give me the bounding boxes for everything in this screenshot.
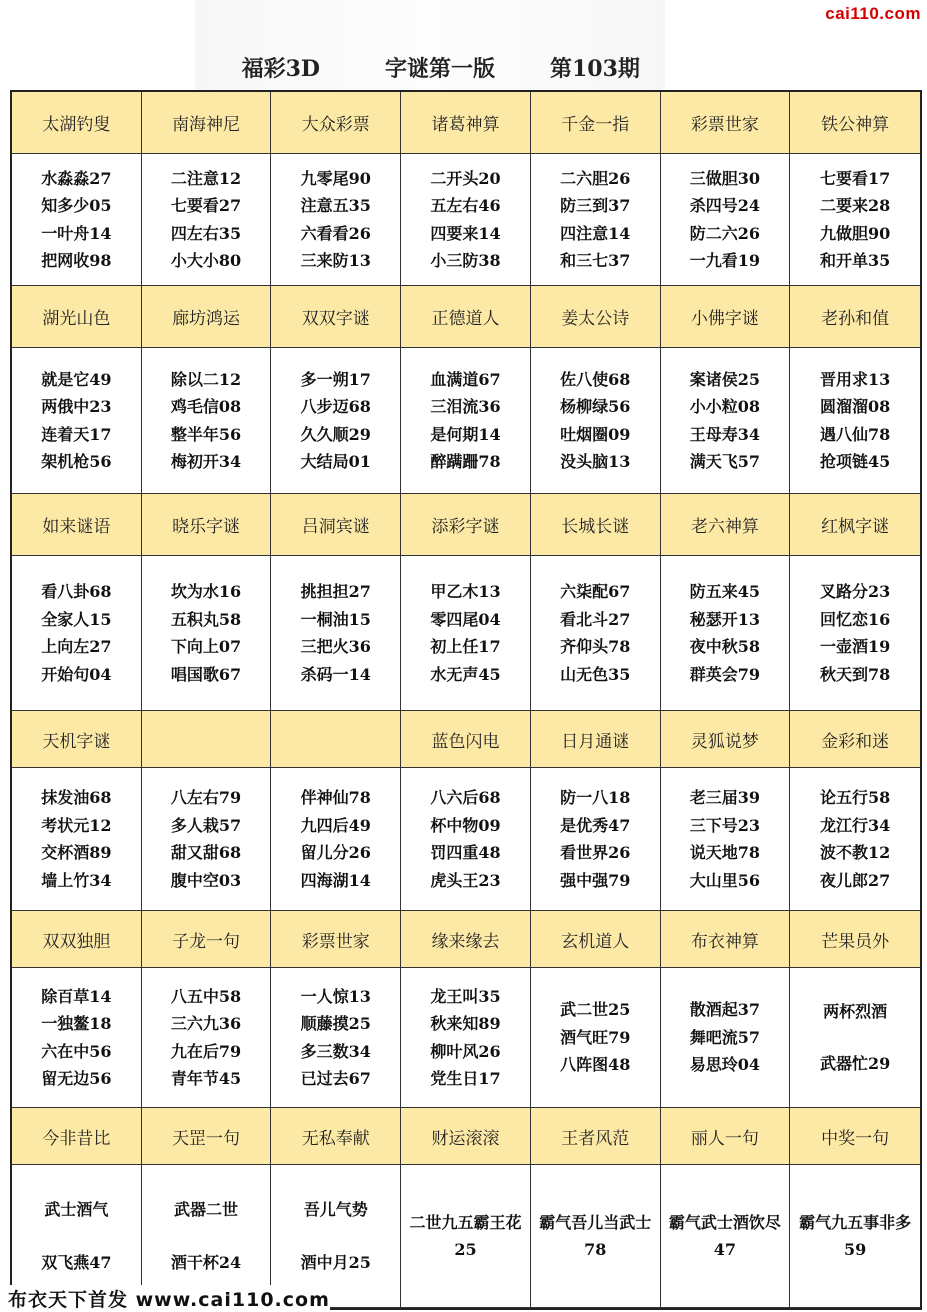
riddle-line: 一独鳌18: [41, 1014, 112, 1033]
riddle-cell: [790, 348, 920, 494]
riddle-cell: [271, 968, 401, 1108]
riddle-line: 七要看17: [819, 168, 891, 188]
riddle-line: 秋天到78: [819, 664, 891, 684]
riddle-line: 酒中月25: [300, 1252, 371, 1272]
riddle-line: 注意五35: [300, 196, 371, 215]
riddle-line: 晋用求13: [819, 369, 891, 389]
header-label: 芒果员外: [821, 931, 890, 952]
column-header: [401, 494, 531, 556]
header-label: 南海神尼: [172, 115, 241, 135]
riddle-line: 一桐油15: [300, 609, 371, 629]
riddle-line: 大山里56: [689, 870, 761, 890]
riddle-line: 考状元12: [41, 815, 112, 835]
riddle-line: 九在后79: [170, 1041, 242, 1061]
riddle-line: 六柒配67: [560, 582, 631, 601]
header-label: 日月通谜: [561, 731, 630, 752]
riddle-line: 留无边56: [41, 1069, 112, 1088]
riddle-line: 四左右35: [170, 223, 242, 243]
site-logo: cai110.com: [825, 4, 921, 23]
column-header: [790, 494, 920, 556]
header-label: 天罡一句: [172, 1128, 241, 1149]
riddle-cell: [271, 556, 401, 711]
riddle-line: 八左右79: [170, 788, 242, 807]
riddle-line: 防二六26: [689, 223, 761, 243]
riddle-line: 抹发油68: [41, 788, 112, 807]
riddle-line: 柳叶风26: [430, 1041, 501, 1061]
column-header: [790, 911, 920, 968]
riddle-cell: [12, 348, 142, 494]
column-header: [790, 711, 920, 768]
riddle-line: 三泪流36: [430, 397, 501, 416]
riddle-line: 九零尾90: [300, 168, 371, 188]
riddle-line: 一叶舟14: [41, 223, 112, 243]
riddle-cell: [142, 556, 272, 711]
riddle-line: 龙王叫35: [430, 986, 501, 1006]
header-label: 晓乐字谜: [172, 517, 241, 537]
riddle-line: 四注意14: [560, 223, 631, 243]
riddle-line: 杀码一14: [300, 664, 371, 684]
riddle-line: 叉路分23: [819, 582, 891, 601]
riddle-line: 五积丸58: [170, 609, 242, 629]
riddle-line: 党生日17: [430, 1069, 501, 1088]
riddle-line: 三做胆30: [689, 168, 761, 188]
header-label: 千金一指: [561, 115, 630, 135]
riddle-line: 满天飞57: [689, 452, 761, 471]
riddle-cell: [661, 556, 791, 711]
column-header: [12, 286, 142, 348]
riddle-line: 论五行58: [819, 788, 891, 807]
column-header: [531, 1108, 661, 1165]
riddle-line: 九四后49: [300, 815, 371, 835]
header-label: 长城长谜: [561, 517, 630, 537]
riddle-line: 齐仰头78: [560, 637, 631, 656]
riddle-line: 鸡毛信08: [170, 397, 242, 416]
riddle-table: [10, 90, 922, 1310]
riddle-cell: [142, 154, 272, 286]
riddle-line: 三六九36: [170, 1014, 242, 1033]
header-label: 诸葛神算: [431, 115, 500, 135]
riddle-line: 没头脑13: [560, 452, 631, 471]
riddle-line: 坎为水16: [170, 582, 242, 601]
riddle-line: 开始句04: [41, 664, 112, 684]
column-header: [271, 92, 401, 154]
column-header: [142, 92, 272, 154]
header-label: 吕洞宾谜: [301, 517, 370, 537]
riddle-line: 杨柳绿56: [560, 397, 631, 416]
riddle-cell: [401, 556, 531, 711]
column-header: [790, 1108, 920, 1165]
header-label: 廊坊鸿运: [172, 309, 241, 329]
riddle-line: 把网收98: [41, 251, 112, 270]
column-header: [271, 711, 401, 768]
riddle-line: 说天地78: [689, 843, 761, 862]
column-header: [401, 92, 531, 154]
riddle-line: 五左右46: [430, 196, 501, 215]
header-label: 双双字谜: [301, 309, 370, 329]
header-label: 正德道人: [431, 309, 500, 329]
riddle-line: 罚四重48: [430, 843, 501, 862]
riddle-line: 八步迈68: [300, 397, 371, 416]
riddle-line: 醉蹒跚78: [430, 452, 501, 471]
riddle-line: 山无色35: [560, 664, 631, 684]
riddle-line: 两俄中23: [41, 397, 112, 416]
riddle-line: 圆溜溜08: [819, 397, 891, 416]
riddle-line: 三把火36: [300, 637, 371, 656]
riddle-line: 老三届39: [689, 788, 761, 807]
header-label: 布衣神算: [690, 931, 759, 952]
riddle-cell: [401, 154, 531, 286]
riddle-line: 除百草14: [41, 986, 112, 1006]
riddle-line: 六在中56: [41, 1041, 112, 1061]
column-header: [12, 911, 142, 968]
riddle-line: 二六胆26: [560, 168, 631, 188]
riddle-cell: [790, 1165, 920, 1308]
riddle-line: 久久顺29: [300, 424, 371, 444]
riddle-line: 甲乙木13: [430, 582, 501, 601]
header-label: 大众彩票: [301, 115, 370, 135]
riddle-line: 水淼淼27: [41, 168, 112, 188]
header-label: 王者风范: [561, 1128, 630, 1149]
header-label: 彩票世家: [301, 931, 370, 952]
riddle-line: 霸气武士酒饮尽47: [668, 1213, 781, 1259]
header-label: 红枫字谜: [821, 517, 890, 537]
header-label: 中奖一句: [821, 1128, 890, 1149]
riddle-cell: [12, 556, 142, 711]
riddle-line: 知多少05: [41, 196, 112, 215]
riddle-line: 防一八18: [560, 788, 631, 807]
riddle-line: 青年节45: [170, 1069, 242, 1088]
riddle-line: 一壶酒19: [819, 637, 891, 656]
column-header: [661, 1108, 791, 1165]
riddle-line: 易思玲04: [689, 1055, 761, 1075]
riddle-line: 武二世25: [560, 1000, 631, 1020]
column-header: [661, 92, 791, 154]
header-label: 财运滚滚: [431, 1128, 500, 1149]
riddle-line: 小大小80: [170, 251, 242, 270]
riddle-line: 八阵图48: [560, 1055, 631, 1075]
riddle-line: 四海湖14: [300, 870, 371, 890]
header-label: 湖光山色: [42, 309, 111, 329]
riddle-cell: [271, 768, 401, 911]
riddle-line: 看八卦68: [41, 582, 112, 601]
riddle-line: 遇八仙78: [819, 424, 891, 444]
title-edition: 字谜第一版: [384, 56, 495, 82]
riddle-line: 龙江行34: [819, 815, 891, 835]
riddle-cell: [142, 348, 272, 494]
header-label: 小佛字谜: [690, 309, 759, 329]
column-header: [401, 286, 531, 348]
riddle-line: 二注意12: [170, 168, 242, 188]
riddle-line: 水无声45: [430, 664, 501, 684]
column-header: [142, 911, 272, 968]
riddle-line: 上向左27: [41, 637, 112, 656]
riddle-line: 是优秀47: [560, 815, 631, 835]
riddle-cell: [790, 968, 920, 1108]
riddle-cell: [142, 968, 272, 1108]
riddle-line: 多三数34: [300, 1041, 371, 1061]
riddle-line: 双飞燕47: [41, 1252, 112, 1272]
header-label: 丽人一句: [690, 1128, 759, 1149]
column-header: [531, 911, 661, 968]
riddle-line: 九做胆90: [819, 223, 891, 243]
riddle-cell: [531, 154, 661, 286]
riddle-cell: [531, 556, 661, 711]
riddle-line: 多人栽57: [170, 815, 242, 835]
riddle-line: 抢项链45: [819, 452, 891, 471]
riddle-line: 秘瑟开13: [689, 609, 761, 629]
riddle-cell: [531, 768, 661, 911]
header-label: 子龙一句: [172, 931, 241, 952]
riddle-cell: [790, 768, 920, 911]
column-header: [12, 92, 142, 154]
riddle-cell: [531, 968, 661, 1108]
riddle-line: 二要来28: [819, 196, 891, 215]
column-header: [661, 494, 791, 556]
riddle-cell: [12, 154, 142, 286]
column-header: [142, 711, 272, 768]
column-header: [531, 711, 661, 768]
riddle-line: 二世九五霸王花25: [409, 1213, 522, 1259]
riddle-line: 梅初开34: [170, 452, 242, 471]
riddle-line: 一九看19: [689, 251, 761, 270]
riddle-line: 杀四号24: [689, 196, 761, 215]
riddle-line: 全家人15: [41, 609, 112, 629]
footer-banner: 布衣天下首发 www.cai110.com: [8, 1285, 330, 1312]
riddle-line: 多一朔17: [300, 369, 371, 389]
column-header: [661, 911, 791, 968]
page-title: [0, 52, 850, 83]
title-issue: 第103期: [550, 56, 640, 82]
riddle-cell: [531, 1165, 661, 1308]
riddle-cell: [531, 348, 661, 494]
riddle-cell: [401, 1165, 531, 1308]
riddle-line: 散酒起37: [689, 1000, 761, 1020]
riddle-line: 两杯烈酒: [823, 1002, 888, 1021]
riddle-line: 和三七37: [560, 251, 631, 270]
column-header: [271, 494, 401, 556]
riddle-line: 零四尾04: [430, 609, 501, 629]
riddle-line: 三下号23: [689, 815, 761, 835]
riddle-line: 三来防13: [300, 251, 371, 270]
riddle-line: 交杯酒89: [41, 843, 112, 862]
riddle-line: 武士酒气: [44, 1199, 109, 1219]
riddle-line: 一人惊13: [300, 986, 371, 1006]
riddle-line: 夜中秋58: [689, 637, 761, 656]
header-label: 蓝色闪电: [431, 731, 500, 752]
riddle-line: 留儿分26: [300, 843, 371, 862]
riddle-line: 六看看26: [300, 223, 371, 243]
riddle-line: 七要看27: [170, 196, 242, 215]
riddle-line: 酒气旺79: [560, 1027, 631, 1047]
riddle-cell: [661, 154, 791, 286]
column-header: [661, 286, 791, 348]
riddle-line: 秋来知89: [430, 1014, 501, 1033]
riddle-line: 回忆恋16: [819, 609, 891, 629]
column-header: [142, 494, 272, 556]
riddle-cell: [401, 768, 531, 911]
riddle-cell: [661, 1165, 791, 1308]
riddle-line: 八六后68: [430, 788, 501, 807]
riddle-line: 血满道67: [430, 369, 501, 389]
header-label: 老六神算: [690, 517, 759, 537]
riddle-cell: [661, 968, 791, 1108]
column-header: [12, 1108, 142, 1165]
riddle-line: 和开单35: [819, 251, 891, 270]
riddle-cell: [271, 348, 401, 494]
header-label: 金彩和迷: [821, 731, 890, 752]
riddle-line: 已过去67: [300, 1069, 371, 1088]
riddle-line: 吐烟圈09: [560, 424, 631, 444]
header-label: 铁公神算: [821, 115, 890, 135]
header-label: 彩票世家: [690, 115, 759, 135]
header-label: 缘来缘去: [431, 931, 500, 952]
column-header: [271, 1108, 401, 1165]
header-label: 姜太公诗: [561, 309, 630, 329]
riddle-line: 群英会79: [689, 664, 761, 684]
title-lottery: 福彩3D: [241, 56, 320, 82]
riddle-line: 是何期14: [430, 424, 501, 444]
column-header: [790, 286, 920, 348]
column-header: [531, 494, 661, 556]
riddle-cell: [661, 348, 791, 494]
column-header: [12, 711, 142, 768]
riddle-line: 伴神仙78: [300, 788, 371, 807]
riddle-cell: [401, 348, 531, 494]
header-label: 双双独胆: [42, 931, 111, 952]
riddle-cell: [271, 154, 401, 286]
column-header: [142, 286, 272, 348]
riddle-line: 霸气吾儿当武士78: [539, 1213, 652, 1259]
column-header: [12, 494, 142, 556]
header-label: 老孙和值: [821, 309, 890, 329]
header-label: 玄机道人: [561, 931, 630, 952]
column-header: [790, 92, 920, 154]
riddle-line: 夜儿郎27: [819, 870, 891, 890]
riddle-cell: [142, 768, 272, 911]
riddle-line: 看北斗27: [560, 609, 631, 629]
riddle-line: 小三防38: [430, 251, 501, 270]
riddle-line: 连着天17: [41, 424, 112, 444]
riddle-line: 酒干杯24: [170, 1252, 242, 1272]
header-label: 灵狐说梦: [690, 731, 759, 752]
header-label: 太湖钓叟: [42, 115, 111, 135]
riddle-line: 挑担担27: [300, 582, 371, 601]
riddle-line: 舞吧流57: [689, 1027, 761, 1047]
riddle-cell: [12, 968, 142, 1108]
header-label: 无私奉献: [301, 1128, 370, 1149]
riddle-line: 霸气九五事非多59: [799, 1213, 912, 1259]
column-header: [401, 711, 531, 768]
riddle-line: 小小粒08: [689, 397, 761, 416]
column-header: [271, 286, 401, 348]
column-header: [531, 286, 661, 348]
riddle-line: 强中强79: [560, 870, 631, 890]
riddle-line: 王母寿34: [689, 424, 761, 444]
header-label: 天机字谜: [42, 731, 111, 752]
riddle-line: 武器二世: [174, 1199, 239, 1219]
riddle-cell: [790, 556, 920, 711]
riddle-cell: [790, 154, 920, 286]
header-label: 如来谜语: [42, 517, 111, 537]
riddle-line: 防三到37: [560, 196, 631, 215]
riddle-line: 四要来14: [430, 223, 501, 243]
riddle-cell: [661, 768, 791, 911]
riddle-cell: [401, 968, 531, 1108]
riddle-line: 就是它49: [41, 369, 112, 389]
riddle-line: 下向上07: [170, 637, 242, 656]
riddle-line: 杯中物09: [430, 815, 501, 835]
header-label: 添彩字谜: [431, 517, 500, 537]
riddle-line: 案诸侯25: [689, 369, 761, 389]
riddle-line: 防五来45: [689, 582, 761, 601]
column-header: [142, 1108, 272, 1165]
riddle-line: 除以二12: [170, 369, 242, 389]
riddle-line: 吾儿气势: [303, 1199, 368, 1219]
column-header: [661, 711, 791, 768]
riddle-line: 虎头王23: [430, 870, 501, 890]
riddle-line: 架机枪56: [41, 452, 112, 471]
riddle-line: 顺藤摸25: [300, 1014, 371, 1033]
riddle-line: 武器忙29: [819, 1053, 891, 1073]
riddle-line: 唱国歌67: [170, 664, 242, 684]
riddle-line: 初上任17: [430, 637, 501, 656]
riddle-line: 佐八使68: [560, 369, 631, 389]
header-label: 今非昔比: [42, 1128, 111, 1149]
riddle-line: 波不教12: [819, 843, 891, 862]
riddle-cell: [12, 768, 142, 911]
riddle-line: 大结局01: [300, 452, 371, 471]
riddle-line: 看世界26: [560, 843, 631, 862]
riddle-line: 墙上竹34: [41, 870, 112, 890]
riddle-line: 甜又甜68: [170, 843, 242, 862]
riddle-line: 八五中58: [170, 986, 242, 1006]
column-header: [401, 911, 531, 968]
riddle-line: 整半年56: [170, 424, 242, 444]
column-header: [271, 911, 401, 968]
riddle-line: 二开头20: [430, 168, 501, 188]
column-header: [401, 1108, 531, 1165]
column-header: [531, 92, 661, 154]
riddle-line: 腹中空03: [170, 870, 242, 890]
